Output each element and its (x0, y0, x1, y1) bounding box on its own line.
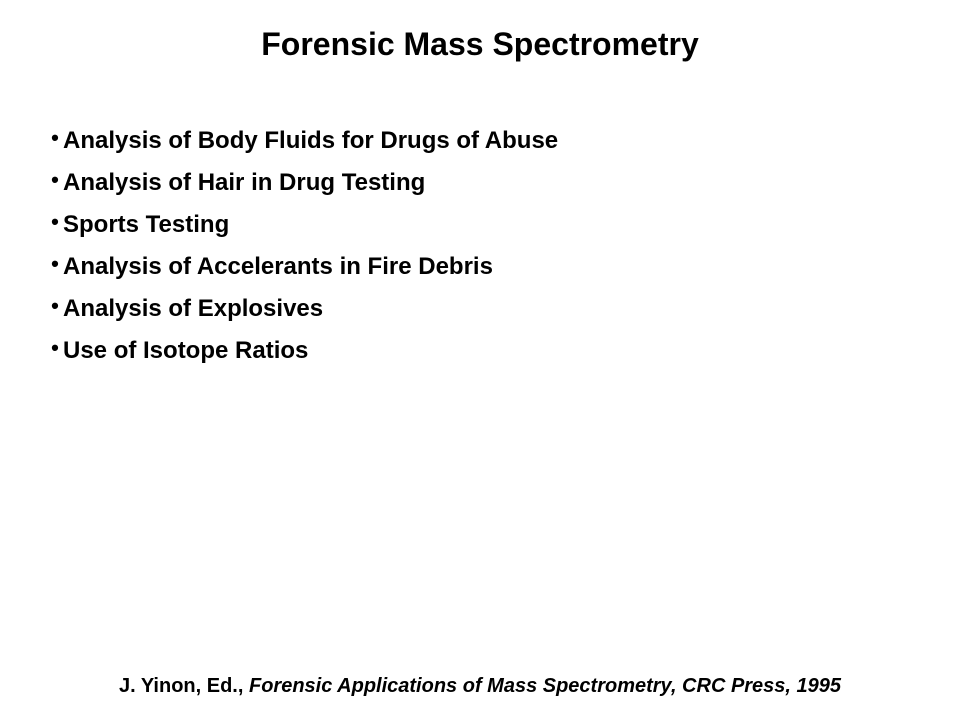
bullet-text: Sports Testing (63, 211, 230, 238)
bullet-text: Analysis of Accelerants in Fire Debris (63, 253, 493, 280)
bullet-icon: • (51, 209, 59, 234)
bullet-icon: • (51, 125, 59, 150)
citation (0, 672, 960, 700)
slide-title: Forensic Mass Spectrometry (261, 26, 699, 62)
bullet-text: Analysis of Explosives (63, 295, 324, 322)
bullet-text: Use of Isotope Ratios (63, 337, 309, 364)
bullet-icon: • (51, 167, 59, 192)
citation-author: J. Yinon, Ed., (118, 675, 249, 697)
bullet-text: Analysis of Body Fluids for Drugs of Abuse (63, 127, 559, 154)
bullet-icon: • (51, 293, 59, 318)
citation-work: Forensic Applications of Mass Spectrometry, CRC Press, 1995 (248, 675, 842, 697)
bullet-text: Analysis of Hair in Drug Testing (63, 169, 426, 196)
bullet-icon: • (51, 335, 59, 360)
bullet-icon: • (51, 251, 59, 276)
